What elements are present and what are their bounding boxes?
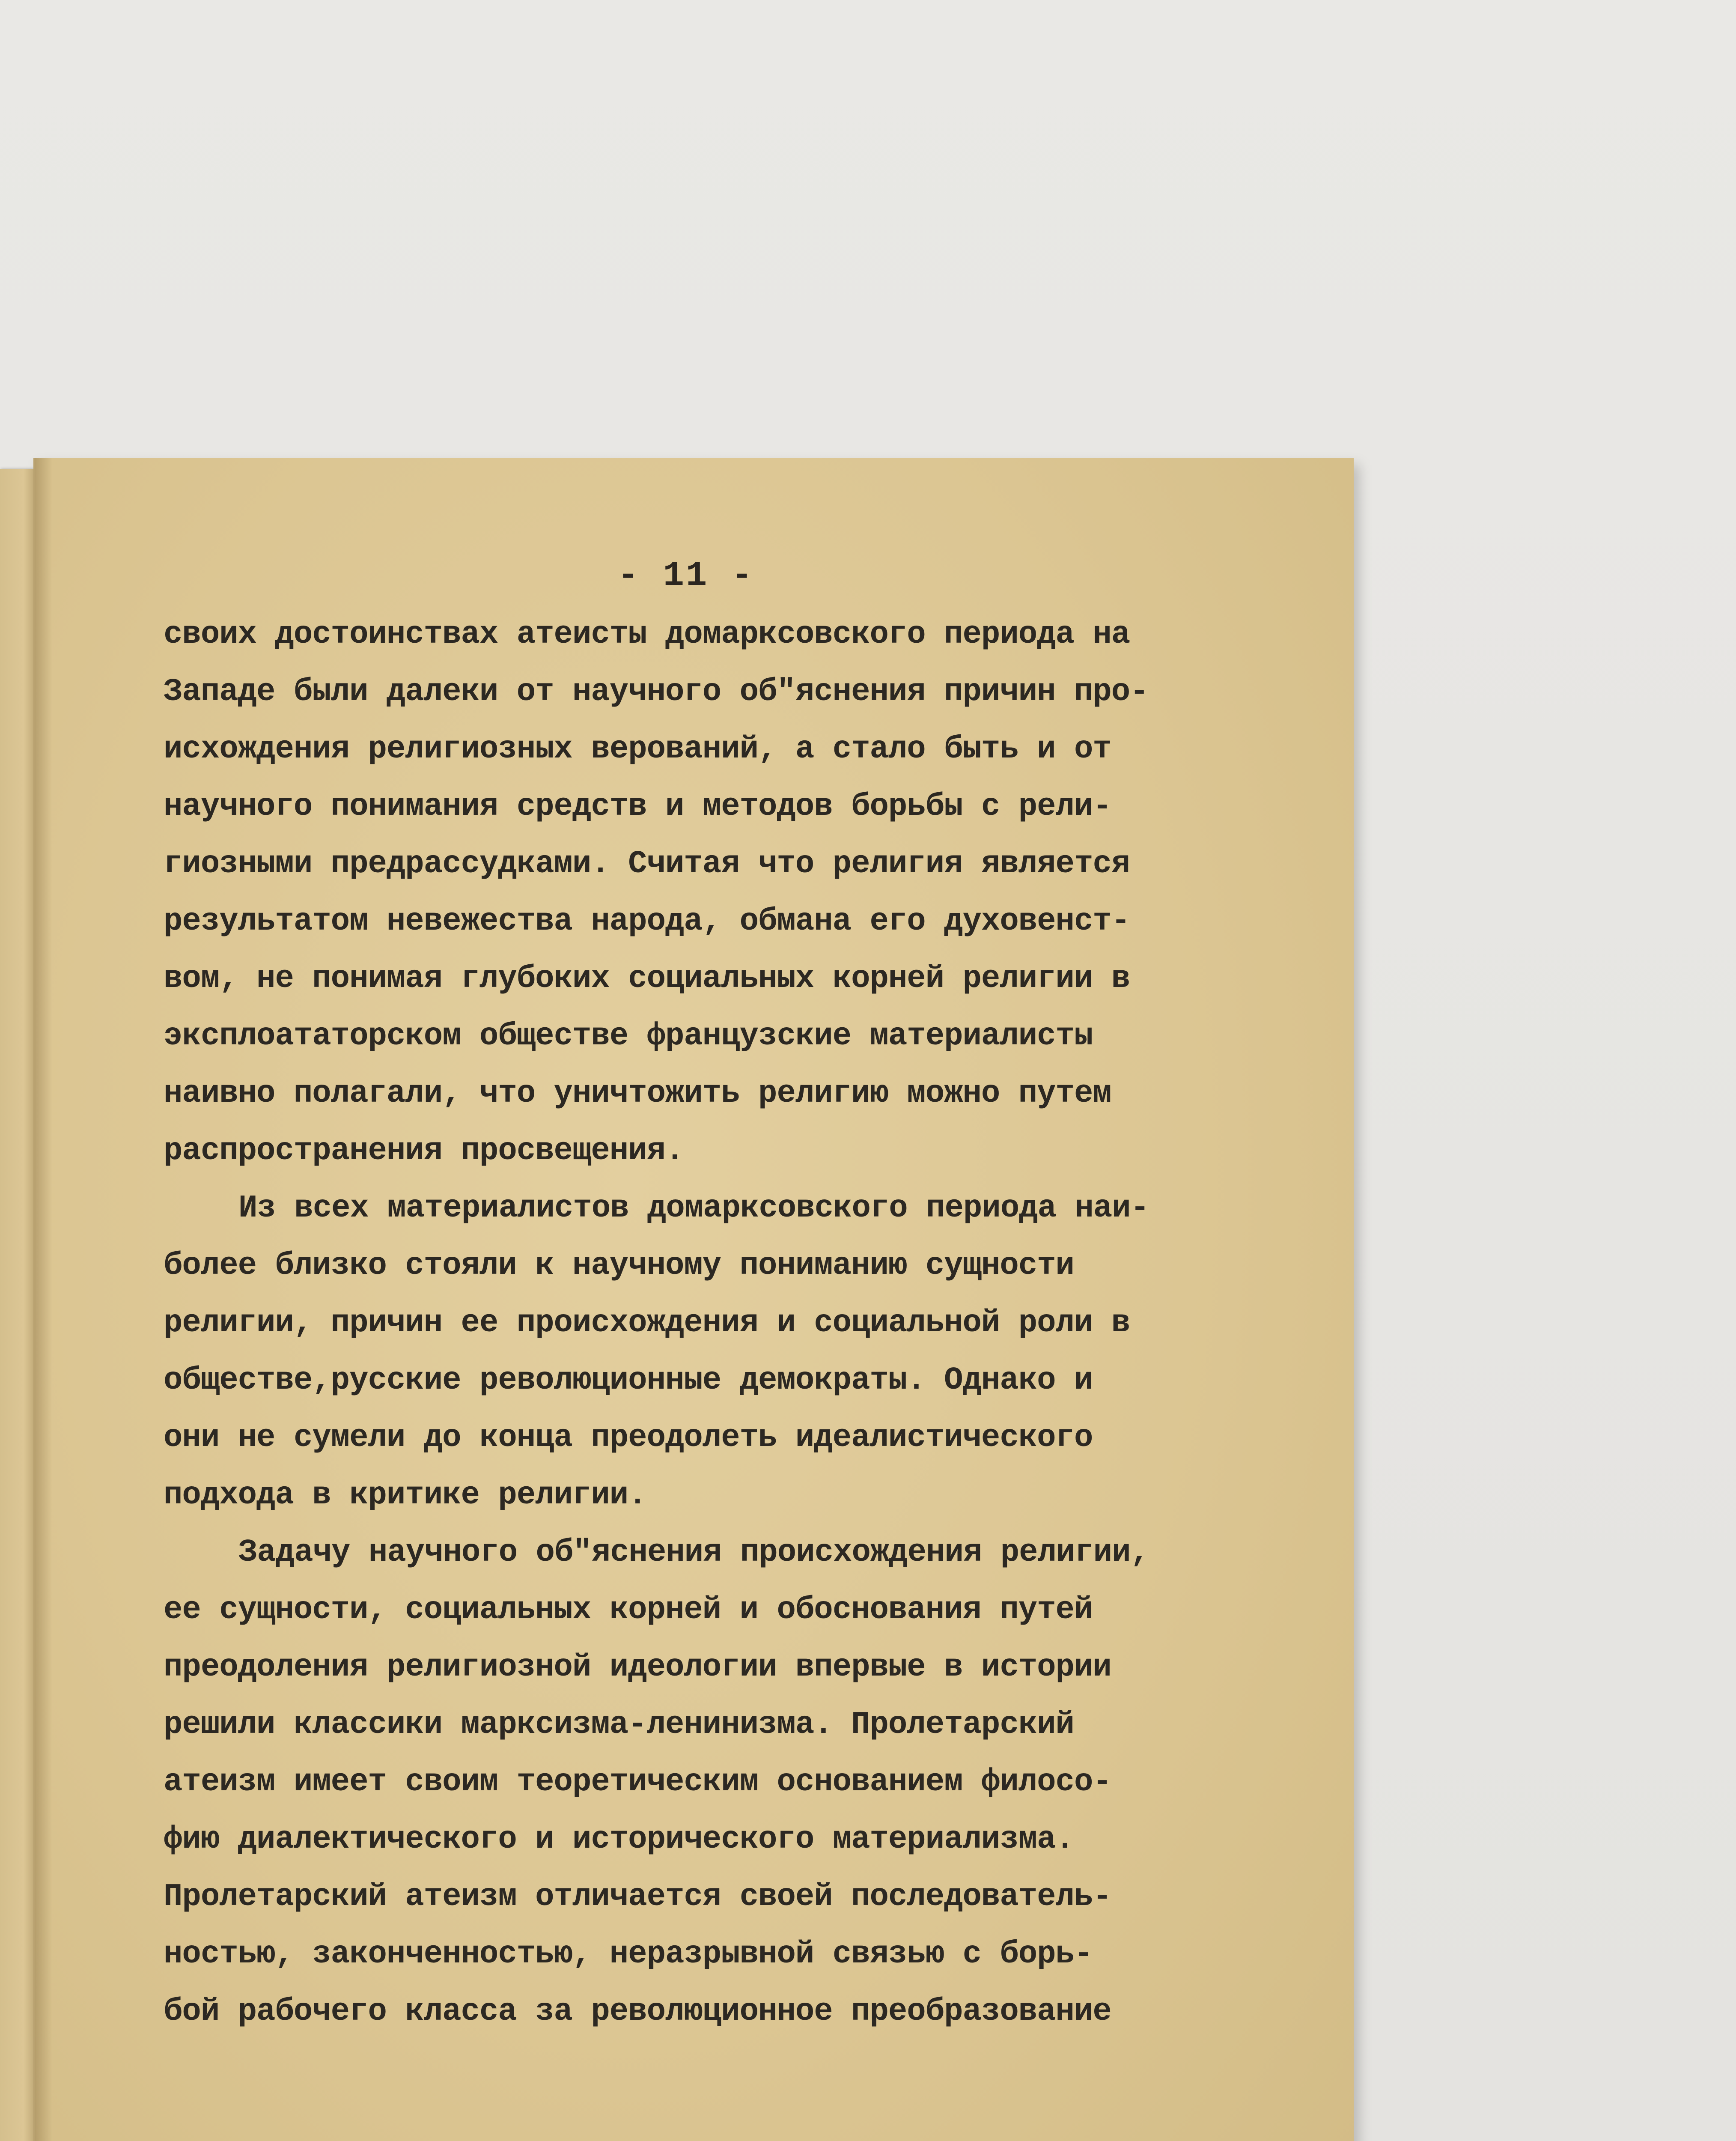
page-number: - 11 - [617,556,754,596]
text-line: научного понимания средств и методов борьбы с рели- [164,789,1111,825]
text-line: решили классики марксизма-ленинизма. Пролетарский [164,1707,1074,1743]
text-line: исхождения религиозных верований, а стало быть и от [164,731,1111,767]
page-gutter [35,458,52,2141]
text-line: фию диалектического и исторического материализма. [164,1822,1074,1858]
text-line: результатом невежества народа, обмана его духовенст- [164,904,1130,939]
text-line: наивно полагали, что уничтожить религию можно путем [164,1076,1111,1112]
paragraph-start-line: Задачу научного об"яснения происхождения религии, [238,1535,1149,1571]
text-line: они не сумели до конца преодолеть идеалистического [164,1420,1093,1456]
text-line: Западе были далеки от научного об"яснения причин про- [164,674,1149,710]
body-text [164,606,1208,2040]
text-line: ностью, законченностью, неразрывной связью с борь- [164,1936,1093,1972]
text-line: эксплоататорском обществе французские материалисты [164,1018,1093,1054]
document-page [33,458,1354,2141]
text-line: более близко стояли к научному пониманию сущности [164,1248,1074,1284]
text-line: Пролетарский атеизм отличается своей последователь- [164,1879,1111,1915]
text-line: атеизм имеет своим теоретическим основанием филосо- [164,1764,1111,1800]
text-line: ее сущности, социальных корней и обоснования путей [164,1592,1093,1628]
text-line: обществе,русские революционные демократы. Однако и [164,1363,1093,1399]
text-line: своих достоинствах атеисты домарксовского периода на [164,617,1130,653]
text-line: преодоления религиозной идеологии впервые в истории [164,1649,1111,1685]
text-line: распространения просвещения. [164,1133,684,1169]
facing-page-edge [0,469,33,2141]
text-line: подхода в критике религии. [164,1477,647,1513]
paragraph-start-line: Из всех материалистов домарксовского периода наи- [238,1190,1149,1226]
text-line: религии, причин ее происхождения и социальной роли в [164,1305,1130,1341]
text-line: вом, не понимая глубоких социальных корней религии в [164,961,1130,997]
text-line: гиозными предрассудками. Считая что религия является [164,846,1130,882]
text-line: бой рабочего класса за революционное преобразование [164,1994,1111,2030]
